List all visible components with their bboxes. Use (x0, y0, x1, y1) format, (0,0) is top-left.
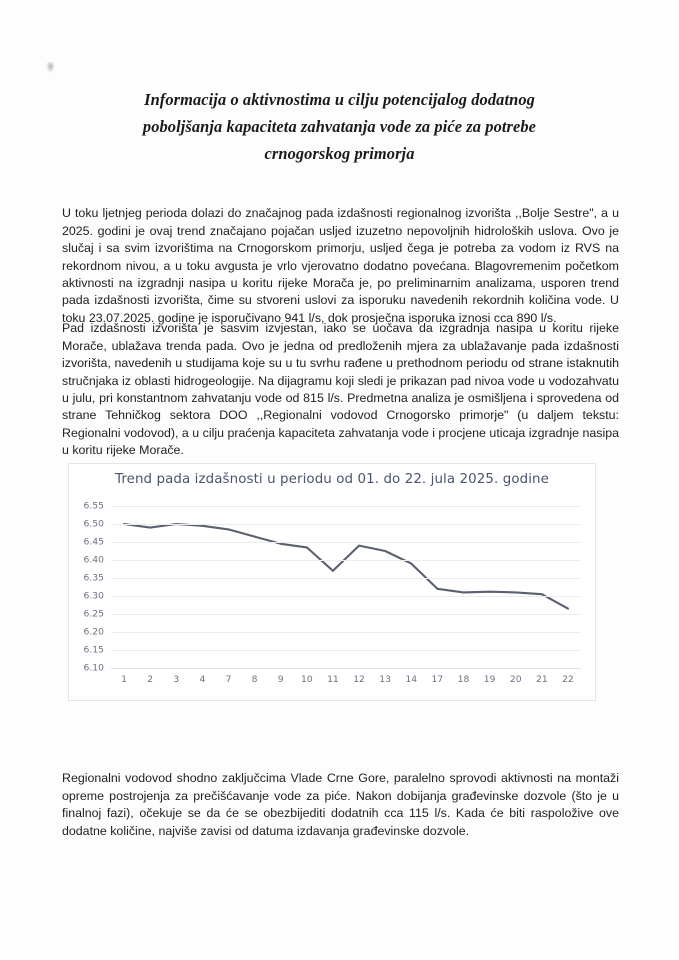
chart-x-tick-label: 11 (327, 674, 339, 685)
chart-x-tick-label: 7 (225, 674, 232, 685)
chart-y-tick-label: 6.50 (83, 518, 104, 530)
chart-y-tick-label: 6.20 (83, 626, 104, 638)
chart-y-tick-label: 6.40 (83, 554, 104, 566)
chart-gridline (111, 632, 581, 633)
chart-y-axis-labels (69, 500, 107, 674)
page-title-line-3: crnogorskog primorja (264, 144, 415, 163)
chart-title: Trend pada izdašnosti u periodu od 01. do 22. jula 2025. godine (115, 472, 549, 487)
chart-x-tick-label: 10 (300, 674, 313, 685)
chart-x-tick-label: 13 (379, 674, 392, 685)
chart-y-tick-label: 6.35 (83, 572, 104, 584)
chart-x-tick-label: 4 (199, 674, 206, 685)
chart-gridline (111, 614, 581, 615)
chart-x-tick-label: 20 (509, 674, 522, 685)
chart-gridline (111, 542, 581, 543)
chart-x-tick-label: 21 (535, 674, 548, 685)
chart-x-tick-label: 19 (483, 674, 496, 685)
chart-x-tick-label: 14 (405, 674, 418, 685)
chart-x-tick-label: 8 (251, 674, 258, 685)
chart-y-tick-label: 6.15 (83, 644, 104, 656)
chart-x-tick-label: 18 (457, 674, 470, 685)
page-title-line-1: Informacija o aktivnostima u cilju potencijalog dodatnog (144, 90, 535, 109)
chart-x-tick-label: 12 (353, 674, 365, 685)
chart-y-tick-label: 6.25 (83, 608, 104, 620)
chart-x-tick-label: 22 (562, 674, 574, 685)
chart-x-tick-label: 3 (173, 674, 180, 685)
chart-plot-area (111, 506, 581, 668)
chart-x-tick-label: 17 (431, 674, 444, 685)
body-paragraph-1: U toku ljetnjeg perioda dolazi do značajnog pada izdašnosti regionalnog izvorišta ,,Bolje Sestre", a u 2025. godini je ovaj trend značajano pojačan usljed izuzetno nepovoljnih hidroloških uslova. Ovo je slučaj i sa svim izvorištima na Crnogorskom primorju, usljed čega je potreba za vodom iz RVS na rekordnom nivou, a u toku avgusta je vrlo vjerovatno dodatno povećana. Blagovremenim početkom aktivnosti na izgradnji nasipa u koritu rijeke Morača je, po preliminarnim analizama, usporen trend pada izdašnosti izvorišta, čime su stvoreni uslovi za isporuku navedenih rekordnih količina vode. U toku 23.07.2025. godine je isporučivano 941 l/s, dok prosječna isporuka iznosi cca 890 l/s. (62, 206, 619, 325)
page-title-line-2: poboljšanja kapaciteta zahvatanja vode za piće za potrebe (142, 117, 537, 136)
chart-y-tick-label: 6.10 (83, 662, 104, 674)
body-paragraph-2: Pad izdašnosti izvorišta je sasvim izvjestan, iako se uočava da izgradnja nasipa u koritu rijeke Morače, ublažava trenda pada. Ovo je jedna od predloženih mjera za ublažavanje pada izdašnosti izvorišta, navedenih u studijama koje su u tu svrhu rađene u prethodnom periodu od strane istaknutih stručnjaka iz oblasti hidrogeologije. Na dijagramu koji sledi je prikazan pad nivoa vode u vodozahvatu u julu, pri konstantnom zahvatanju vode od 815 l/s. Predmetna analiza je osmišljena i sprovedena od strane Tehničkog sektora DOO ,,Regionalni vodovod Crnogorsko primorje" (u daljem tekstu: Regionalni vodovod), a u cilju praćenja kapaciteta zahvatanja vode i procjene uticaja izgradnje nasipa u koritu rijeke Morače. (62, 321, 619, 458)
chart-gridline (111, 650, 581, 651)
chart-x-axis-line (111, 668, 581, 669)
chart-x-axis-labels (111, 674, 581, 690)
chart-gridline (111, 506, 581, 507)
chart-x-tick-label: 1 (121, 674, 127, 685)
chart-series-line (111, 506, 581, 668)
chart-y-tick-label: 6.55 (83, 500, 104, 512)
chart-x-tick-label: 2 (147, 674, 154, 685)
page-title (72, 86, 607, 167)
body-paragraph-3: Regionalni vodovod shodno zaključcima Vlade Crne Gore, paralelno sprovodi aktivnosti na montaži opreme postrojenja za prečišćavanje vode za piće. Nakon dobijanja građevinske dozvole (što je u finalnoj fazi), očekuje se da će se obezbijediti dodatnih cca 115 l/s. Kada će biti raspoložive ove dodatne količine, najviše zavisi od datuma izdavanja građevinske dozvole. (62, 771, 619, 838)
chart-gridline (111, 524, 581, 525)
chart-x-tick-label: 9 (277, 674, 284, 685)
chart-y-tick-label: 6.30 (83, 590, 104, 602)
chart-y-tick-label: 6.45 (83, 536, 104, 548)
chart-gridline (111, 578, 581, 579)
scan-artifact (46, 62, 55, 73)
chart-gridline (111, 596, 581, 597)
trend-line-chart (68, 463, 596, 701)
chart-gridline (111, 560, 581, 561)
